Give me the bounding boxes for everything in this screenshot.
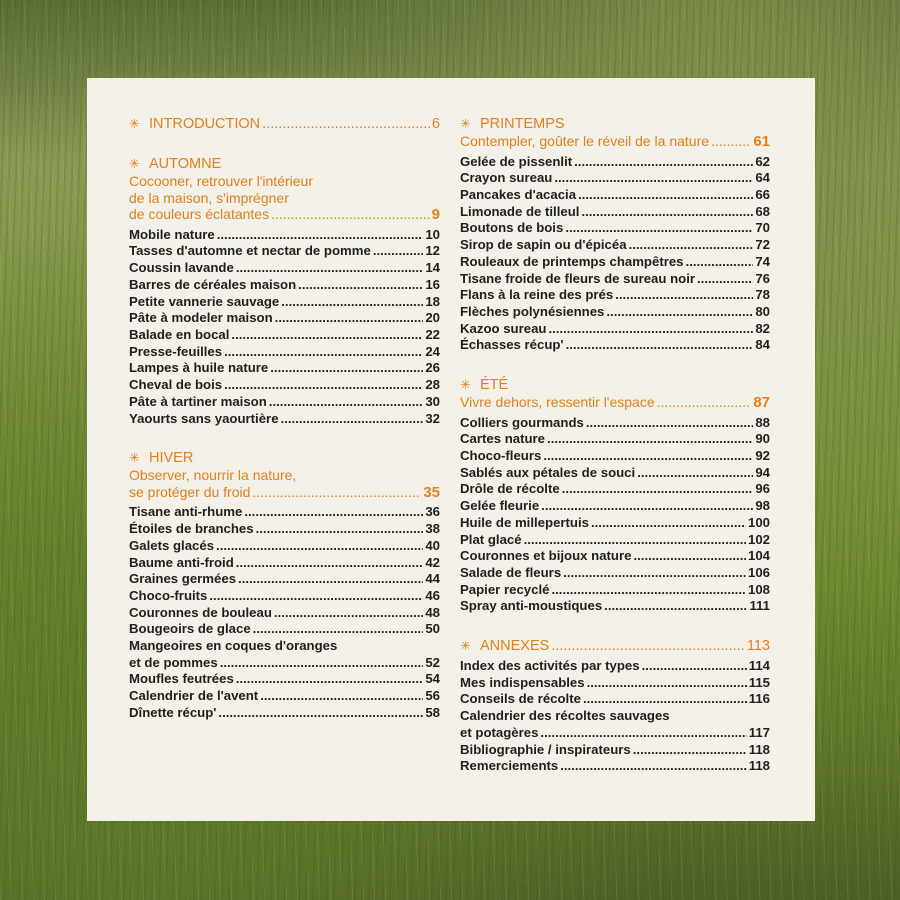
section-heading[interactable] <box>460 115 770 133</box>
subtitle-page-number: 9 <box>431 206 440 224</box>
entry-page-number: 30 <box>425 393 440 409</box>
subtitle-line <box>460 133 770 151</box>
dot-leader <box>524 532 746 549</box>
dot-leader <box>270 360 423 377</box>
entry-name: Baume anti-froid <box>129 554 234 570</box>
dot-leader <box>554 170 753 187</box>
dot-leader <box>551 582 746 599</box>
dot-leader <box>574 154 753 171</box>
subtitle-line <box>460 394 770 412</box>
entry-name: Kazoo sureau <box>460 320 547 336</box>
dot-leader <box>298 277 423 294</box>
entry-page-number: 102 <box>747 531 770 547</box>
entry-page-number: 18 <box>425 293 440 309</box>
toc-entry[interactable] <box>460 548 770 565</box>
subtitle-text: de couleurs éclatantes <box>129 206 270 223</box>
toc-entry[interactable] <box>460 675 770 692</box>
section-title: ANNEXES <box>480 638 550 655</box>
toc-entry[interactable] <box>129 588 440 605</box>
entry-name: Choco-fruits <box>129 587 208 603</box>
entry-line <box>460 725 770 742</box>
entry-page-number: 118 <box>748 758 770 774</box>
dot-leader <box>583 691 747 708</box>
entry-name: Tasses d'automne et nectar de pomme <box>129 243 371 259</box>
dot-leader <box>587 675 747 692</box>
dot-leader <box>565 220 753 237</box>
dot-leader <box>271 206 430 223</box>
entry-page-number: 90 <box>755 431 770 447</box>
entry-name: Presse-feuilles <box>129 343 223 359</box>
entry-page-number: 54 <box>425 671 440 687</box>
entry-name: Sirop de sapin ou d'épicéa <box>460 237 627 253</box>
section-title: ÉTÉ <box>480 377 509 394</box>
entry-page-number: 74 <box>755 253 770 269</box>
entry-name: Papier recyclé <box>460 581 550 597</box>
toc-entry[interactable] <box>460 582 770 599</box>
dot-leader <box>238 571 423 588</box>
section-title: AUTOMNE <box>149 156 222 172</box>
dot-leader <box>560 758 746 775</box>
entry-name: Spray anti-moustiques <box>460 598 603 614</box>
entry-page-number: 44 <box>425 571 440 587</box>
dot-leader <box>275 310 424 327</box>
section-subtitle <box>460 133 770 151</box>
entry-page-number: 32 <box>425 410 440 426</box>
dot-leader <box>253 621 424 638</box>
toc-entry[interactable] <box>129 394 440 411</box>
dot-leader <box>218 705 423 722</box>
entry-name: Moufles feutrées <box>129 671 234 687</box>
toc-entry[interactable] <box>129 621 440 638</box>
toc-entry[interactable] <box>460 271 770 288</box>
entry-page-number: 114 <box>748 658 770 674</box>
snowflake-icon: ✳ <box>460 116 471 131</box>
entry-name: Choco-fleurs <box>460 448 542 464</box>
toc-entry[interactable] <box>460 758 770 775</box>
dot-leader <box>633 742 747 759</box>
entry-name: Salade de fleurs <box>460 564 562 580</box>
dot-leader <box>642 658 747 675</box>
dot-leader <box>216 538 423 555</box>
entry-name: Mobile nature <box>129 226 215 242</box>
entry-name: Pâte à tartiner maison <box>129 393 267 409</box>
toc-entry[interactable] <box>129 705 440 722</box>
entry-name: Échasses récup' <box>460 337 564 353</box>
dot-leader <box>581 204 753 221</box>
dot-leader <box>551 638 745 655</box>
entry-name: Couronnes de bouleau <box>129 604 272 620</box>
dot-leader <box>566 337 754 354</box>
section-page-number: 6 <box>431 116 440 132</box>
entry-name: Étoiles de branches <box>129 521 254 537</box>
toc-entry[interactable] <box>460 337 770 354</box>
toc-entry[interactable] <box>460 532 770 549</box>
snowflake-icon: ✳ <box>129 116 140 131</box>
toc-entry[interactable] <box>129 260 440 277</box>
toc-entry[interactable] <box>460 431 770 448</box>
toc-section-ete <box>460 376 770 615</box>
toc-entry[interactable] <box>460 237 770 254</box>
entry-name: Petite vannerie sauvage <box>129 293 280 309</box>
toc-entry[interactable] <box>460 204 770 221</box>
section-heading[interactable] <box>460 637 770 655</box>
section-title: HIVER <box>149 450 194 467</box>
toc-entry[interactable] <box>129 294 440 311</box>
entry-name: Pancakes d'acacia <box>460 187 577 202</box>
entry-name: Calendrier des récoltes sauvages <box>460 708 670 724</box>
entry-page-number: 117 <box>748 724 770 740</box>
dot-leader <box>686 254 754 271</box>
toc-column-right <box>460 115 770 797</box>
toc-entry[interactable] <box>460 515 770 532</box>
toc-entry[interactable] <box>460 415 770 432</box>
toc-entry[interactable] <box>460 742 770 759</box>
subtitle-text: Contempler, goûter le réveil de la nature <box>460 133 710 149</box>
section-page-number: 113 <box>746 638 770 655</box>
entry-name: Tisane froide de fleurs de sureau noir <box>460 270 695 286</box>
dot-leader <box>209 588 423 605</box>
section-heading[interactable] <box>129 449 440 467</box>
dot-leader <box>274 605 423 622</box>
entry-page-number: 16 <box>425 276 440 292</box>
entry-page-number: 36 <box>425 504 440 520</box>
toc-entry[interactable] <box>460 304 770 321</box>
toc-entry[interactable] <box>460 220 770 237</box>
entry-name: Colliers gourmands <box>460 414 584 430</box>
entry-page-number: 22 <box>425 327 440 342</box>
toc-entry[interactable] <box>460 321 770 338</box>
entry-list <box>129 227 440 427</box>
toc-entry[interactable] <box>460 658 770 675</box>
dot-leader <box>540 725 746 742</box>
entry-name: Index des activités par types <box>460 658 640 674</box>
dot-leader <box>633 548 746 565</box>
toc-column-left <box>129 115 440 744</box>
dot-leader <box>543 448 753 465</box>
toc-entry[interactable] <box>460 481 770 498</box>
toc-entry[interactable] <box>129 671 440 688</box>
entry-name: Boutons de bois <box>460 220 564 236</box>
entry-name: Graines germées <box>129 571 237 587</box>
toc-entry[interactable] <box>129 243 440 260</box>
toc-entry[interactable] <box>129 638 440 671</box>
entry-page-number: 92 <box>755 448 770 464</box>
dot-leader <box>281 294 423 311</box>
entry-name: Huile de millepertuis <box>460 514 589 530</box>
entry-name: Flèches polynésiennes <box>460 303 605 319</box>
entry-page-number: 115 <box>748 674 770 690</box>
entry-page-number: 28 <box>425 377 440 393</box>
snowflake-icon: ✳ <box>460 377 471 393</box>
toc-entry[interactable] <box>129 277 440 294</box>
entry-page-number: 56 <box>425 688 440 704</box>
entry-page-number: 111 <box>749 598 770 614</box>
dot-leader <box>256 521 424 538</box>
dot-leader <box>541 498 753 515</box>
subtitle-line: Observer, nourrir la nature, <box>129 467 297 484</box>
entry-page-number: 66 <box>755 187 770 202</box>
dot-leader <box>606 304 753 321</box>
dot-leader <box>637 465 753 482</box>
entry-name: Limonade de tilleul <box>460 203 580 219</box>
entry-name: Lampes à huile nature <box>129 360 269 376</box>
dot-leader <box>217 227 424 244</box>
entry-page-number: 116 <box>748 691 770 707</box>
entry-page-number: 62 <box>755 153 770 169</box>
dot-leader <box>260 688 423 705</box>
entry-name: Gelée de pissenlit <box>460 153 573 169</box>
entry-page-number: 100 <box>747 514 770 530</box>
toc-entry[interactable] <box>129 521 440 538</box>
subtitle-line <box>129 484 440 502</box>
entry-page-number: 88 <box>755 414 770 430</box>
toc-entry[interactable] <box>129 411 440 428</box>
dot-leader <box>236 260 424 277</box>
toc-entry[interactable] <box>460 565 770 582</box>
entry-name: Pâte à modeler maison <box>129 310 273 326</box>
entry-name: Tisane anti-rhume <box>129 504 243 520</box>
toc-entry[interactable] <box>129 538 440 555</box>
subtitle-line: Cocooner, retrouver l'intérieur <box>129 173 313 189</box>
entry-name: Galets glacés <box>129 537 215 553</box>
section-heading[interactable] <box>129 115 440 133</box>
dot-leader <box>224 377 423 394</box>
section-heading[interactable] <box>460 376 770 394</box>
entry-name: Mangeoires en coques d'oranges <box>129 638 338 654</box>
entry-page-number: 64 <box>755 170 770 186</box>
entry-page-number: 98 <box>755 498 770 514</box>
dot-leader <box>591 515 746 532</box>
toc-entry[interactable] <box>460 154 770 171</box>
entry-name: Cheval de bois <box>129 377 223 393</box>
entry-page-number: 84 <box>755 337 770 353</box>
toc-entry[interactable] <box>129 571 440 588</box>
entry-name: Gelée fleurie <box>460 498 540 514</box>
entry-page-number: 94 <box>755 464 770 480</box>
toc-entry[interactable] <box>460 691 770 708</box>
entry-name: Couronnes et bijoux nature <box>460 548 632 564</box>
toc-section-intro <box>129 115 440 133</box>
entry-page-number: 118 <box>748 741 770 757</box>
dot-leader <box>220 655 424 672</box>
entry-name: Crayon sureau <box>460 170 553 186</box>
subtitle-page-number: 35 <box>423 483 440 501</box>
entry-name: Remerciements <box>460 758 559 774</box>
entry-name: Drôle de récolte <box>460 481 560 497</box>
entry-page-number: 52 <box>425 654 440 670</box>
entry-list <box>460 154 770 354</box>
toc-entry[interactable] <box>460 287 770 304</box>
toc-entry[interactable] <box>129 344 440 361</box>
toc-entry[interactable] <box>129 504 440 521</box>
dot-leader <box>657 394 752 411</box>
subtitle-text: Vivre dehors, ressentir l'espace <box>460 394 655 411</box>
toc-section-annexes <box>460 637 770 775</box>
dot-leader <box>224 344 423 361</box>
entry-name: Plat glacé <box>460 531 522 547</box>
dot-leader <box>563 565 746 582</box>
dot-leader <box>236 671 424 688</box>
dot-leader <box>586 415 753 432</box>
entry-page-number: 46 <box>425 587 440 603</box>
entry-page-number: 96 <box>755 481 770 497</box>
toc-entry[interactable] <box>460 598 770 615</box>
entry-page-number: 108 <box>747 581 770 597</box>
toc-panel <box>87 78 815 821</box>
dot-leader <box>562 481 754 498</box>
dot-leader <box>281 411 424 428</box>
toc-section-printemps <box>460 115 770 354</box>
dot-leader <box>711 133 751 150</box>
toc-entry[interactable] <box>460 498 770 515</box>
section-title: PRINTEMPS <box>480 116 565 132</box>
entry-page-number: 68 <box>755 203 770 219</box>
entry-list <box>129 504 440 721</box>
subtitle-text: se protéger du froid <box>129 483 251 500</box>
subtitle-line: de la maison, s'imprégner <box>129 189 289 206</box>
entry-name: Cartes nature <box>460 431 546 447</box>
subtitle-line <box>129 206 440 224</box>
subtitle-page-number: 61 <box>753 133 770 150</box>
entry-name: Mes indispensables <box>460 674 585 690</box>
entry-name: Rouleaux de printemps champêtres <box>460 253 684 269</box>
entry-page-number: 10 <box>425 226 440 242</box>
dot-leader <box>578 187 753 204</box>
entry-page-number: 42 <box>425 554 440 570</box>
section-subtitle <box>129 467 440 501</box>
toc-entry[interactable] <box>129 555 440 572</box>
section-title: INTRODUCTION <box>149 116 261 132</box>
dot-leader <box>231 327 423 344</box>
entry-page-number: 50 <box>425 621 440 637</box>
entry-page-number: 40 <box>425 537 440 553</box>
entry-page-number: 48 <box>425 604 440 620</box>
dot-leader <box>373 243 424 260</box>
entry-name: Conseils de récolte <box>460 691 581 707</box>
entry-page-number: 72 <box>755 237 770 253</box>
entry-list <box>460 415 770 615</box>
entry-page-number: 80 <box>755 303 770 319</box>
entry-name: Balade en bocal <box>129 327 230 342</box>
entry-name: Dînette récup' <box>129 704 217 720</box>
toc-entry[interactable] <box>460 448 770 465</box>
entry-name: Calendrier de l'avent <box>129 688 259 704</box>
dot-leader <box>629 237 754 254</box>
entry-page-number: 14 <box>425 260 440 276</box>
entry-page-number: 106 <box>747 564 770 580</box>
entry-name: Bibliographie / inspirateurs <box>460 741 631 757</box>
toc-entry[interactable] <box>460 254 770 271</box>
toc-entry[interactable] <box>129 377 440 394</box>
entry-line <box>129 655 440 672</box>
snowflake-icon: ✳ <box>129 156 140 171</box>
snowflake-icon: ✳ <box>460 638 471 654</box>
entry-name: Sablés aux pétales de souci <box>460 464 636 480</box>
toc-entry[interactable] <box>129 360 440 377</box>
dot-leader <box>604 598 747 615</box>
entry-page-number: 26 <box>425 360 440 376</box>
dot-leader <box>244 504 423 521</box>
section-heading[interactable] <box>129 155 440 173</box>
entry-name: Flans à la reine des prés <box>460 287 614 303</box>
entry-page-number: 24 <box>425 343 440 359</box>
entry-name: Barres de céréales maison <box>129 276 297 292</box>
entry-page-number: 20 <box>425 310 440 326</box>
toc-entry[interactable] <box>460 465 770 482</box>
toc-entry[interactable] <box>460 170 770 187</box>
dot-leader <box>252 484 421 501</box>
snowflake-icon: ✳ <box>129 450 140 466</box>
toc-entry[interactable] <box>460 708 770 741</box>
entry-page-number: 70 <box>755 220 770 236</box>
toc-entry[interactable] <box>129 227 440 244</box>
entry-list <box>460 658 770 775</box>
dot-leader <box>548 321 753 338</box>
toc-entry[interactable] <box>460 187 770 204</box>
entry-page-number: 12 <box>425 243 440 259</box>
dot-leader <box>547 431 753 448</box>
dot-leader <box>269 394 424 411</box>
entry-page-number: 58 <box>425 704 440 720</box>
entry-name-continued: et potagères <box>460 724 539 740</box>
dot-leader <box>236 555 424 572</box>
entry-page-number: 76 <box>755 270 770 286</box>
entry-page-number: 78 <box>755 287 770 303</box>
entry-name: Coussin lavande <box>129 260 234 276</box>
entry-page-number: 82 <box>755 320 770 336</box>
dot-leader <box>615 287 753 304</box>
entry-page-number: 104 <box>747 548 770 564</box>
section-subtitle <box>460 394 770 412</box>
entry-name: Bougeoirs de glace <box>129 621 251 637</box>
dot-leader <box>697 271 753 288</box>
toc-entry[interactable] <box>129 310 440 327</box>
toc-entry[interactable] <box>129 688 440 705</box>
subtitle-page-number: 87 <box>753 394 770 412</box>
toc-section-automne <box>129 155 440 427</box>
toc-section-hiver <box>129 449 440 721</box>
toc-entry[interactable] <box>129 605 440 622</box>
toc-entry[interactable] <box>129 327 440 344</box>
section-subtitle <box>129 173 440 224</box>
entry-name-continued: et de pommes <box>129 654 218 670</box>
entry-page-number: 38 <box>425 521 440 537</box>
dot-leader <box>262 116 430 133</box>
entry-name: Yaourts sans yaourtière <box>129 410 279 426</box>
